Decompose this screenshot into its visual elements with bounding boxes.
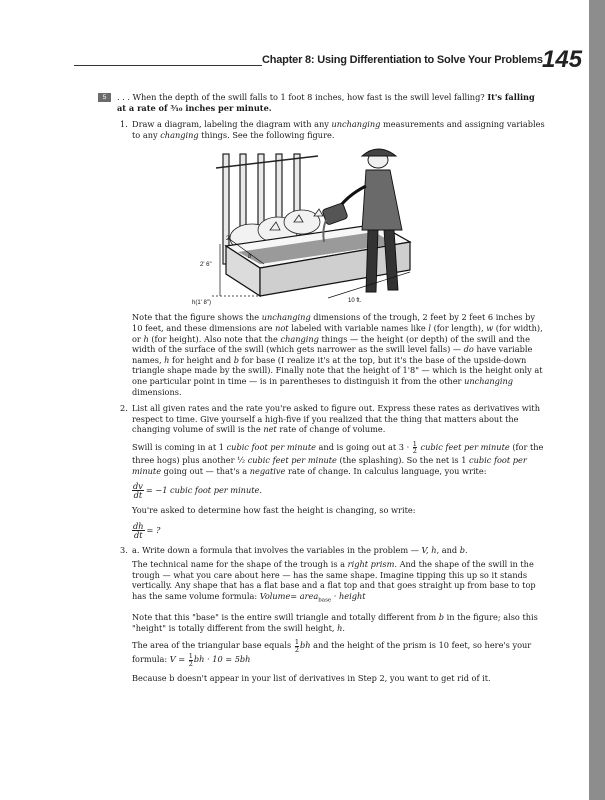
lead-question: . . . When the depth of the swill falls to 1 foot 8 inches, how fast is the swill level falling?	[117, 92, 485, 102]
trough-illustration	[198, 146, 438, 306]
step-2-text: List all given rates and the rate you're asked to figure out. Express these rates as derivatives with respect to time. Give yourself a high-five if you realized that the thing that matters about the changing volume of swill is the net rate of change of volume.	[132, 403, 540, 435]
area-fraction: $\frac{1}{2}$	[294, 638, 299, 654]
step-3-text: a. Write down a formula that involves the variables in the problem — V, h, and b.	[132, 544, 468, 555]
step-badge: 5	[98, 93, 111, 102]
swill-fraction: $\frac{1}{2}$	[412, 439, 417, 456]
area-paragraph: The area of the triangular base equals $\frac{1}{2}$ bh and the height of the prism is 10 feet, so here's your formula: V = $\frac{1}{2}$ bh · 10 = 5bh	[132, 638, 532, 668]
step-3	[120, 545, 546, 556]
step-2	[120, 403, 546, 435]
dh-dt-value: = ?	[146, 524, 161, 535]
label-10ft: 10 ft.	[348, 298, 362, 305]
lead-paragraph	[98, 92, 546, 113]
dv-dt-value: = −1 cubic foot per minute.	[145, 485, 262, 496]
equation-dh-dt	[132, 522, 546, 539]
header-rule	[74, 65, 262, 66]
page-number: 145	[542, 46, 583, 73]
thumb-tab	[589, 0, 605, 800]
label-b: b	[248, 254, 252, 261]
label-h: h(1' 8")	[192, 300, 211, 307]
final-paragraph: Because b doesn't appear in your list of derivatives in Step 2, you want to get rid of it.	[132, 673, 491, 684]
trough-figure	[192, 146, 438, 307]
formula-fraction: $\frac{1}{2}$	[188, 652, 193, 668]
page-content	[98, 92, 546, 690]
asked-paragraph: You're asked to determine how fast the height is changing, so write:	[132, 505, 416, 516]
equation-dv-dt	[132, 482, 546, 499]
dv-dt-fraction: $\frac{dv}{dt}$	[133, 481, 143, 501]
page-header	[74, 46, 583, 78]
label-2ft: 2'	[226, 236, 231, 243]
lead-text	[117, 92, 546, 113]
label-2ft6: 2' 6"	[200, 262, 212, 269]
lead-answer: It's falling at a rate of ³⁄₁₀ inches per minute.	[117, 92, 535, 113]
dh-dt-fraction: $\frac{dh}{dt}$	[133, 520, 144, 540]
step-1-text: Draw a diagram, labeling the diagram with any unchanging measurements and assigning variables to any changing things. See the following figure.	[132, 119, 545, 140]
step-2-number: 2.	[120, 403, 128, 414]
step-1-number: 1.	[120, 119, 128, 130]
note-paragraph: Note that the figure shows the unchanging dimensions of the trough, 2 feet by 2 feet 6 inches by 10 feet, and these dimensions are not labeled with variable names like l (for length), w (for width), or h (for height). Also note that the changing things — the height (or depth) of the swill and the width of the surface of the swill (which gets narrower as the swill level falls) — do have variable names, h for height and b for base (I realize it's at the top, but it's the base of the upside-down triangle shape made by the swill). Finally note that the height of 1'8" — which is the height only at one particular point in time — is in parentheses to distinguish it from the other unchanging dimensions.	[132, 312, 543, 397]
swill-paragraph: Swill is coming in at 1 cubic foot per minute and is going out at 3 · $\frac{1}{2}$ cubic feet per minute (for the three hogs) plus another ½ cubic feet per minute (the splashing). So the net is 1 cubic foot per minute going out — that's a negative rate of change. In calculus language, you write:	[132, 439, 544, 476]
base-note-paragraph: Note that this "base" is the entire swill triangle and totally different from b in the figure; also this "height" is totally different from the swill height, h.	[132, 612, 538, 633]
prism-paragraph: The technical name for the shape of the trough is a right prism. And the shape of the swill in the trough — what you care about here — has the same shape. Imagine tipping this up so it stands vertically. Any shape that has a flat base and a flat top and that goes straight up from base to top has the same volume formula: Volume= area$_{base}$ · height	[132, 559, 536, 604]
step-1	[120, 119, 546, 140]
chapter-title: Chapter 8: Using Differentiation to Solve Your Problems	[262, 54, 543, 66]
step-3-number: 3.	[120, 544, 128, 555]
